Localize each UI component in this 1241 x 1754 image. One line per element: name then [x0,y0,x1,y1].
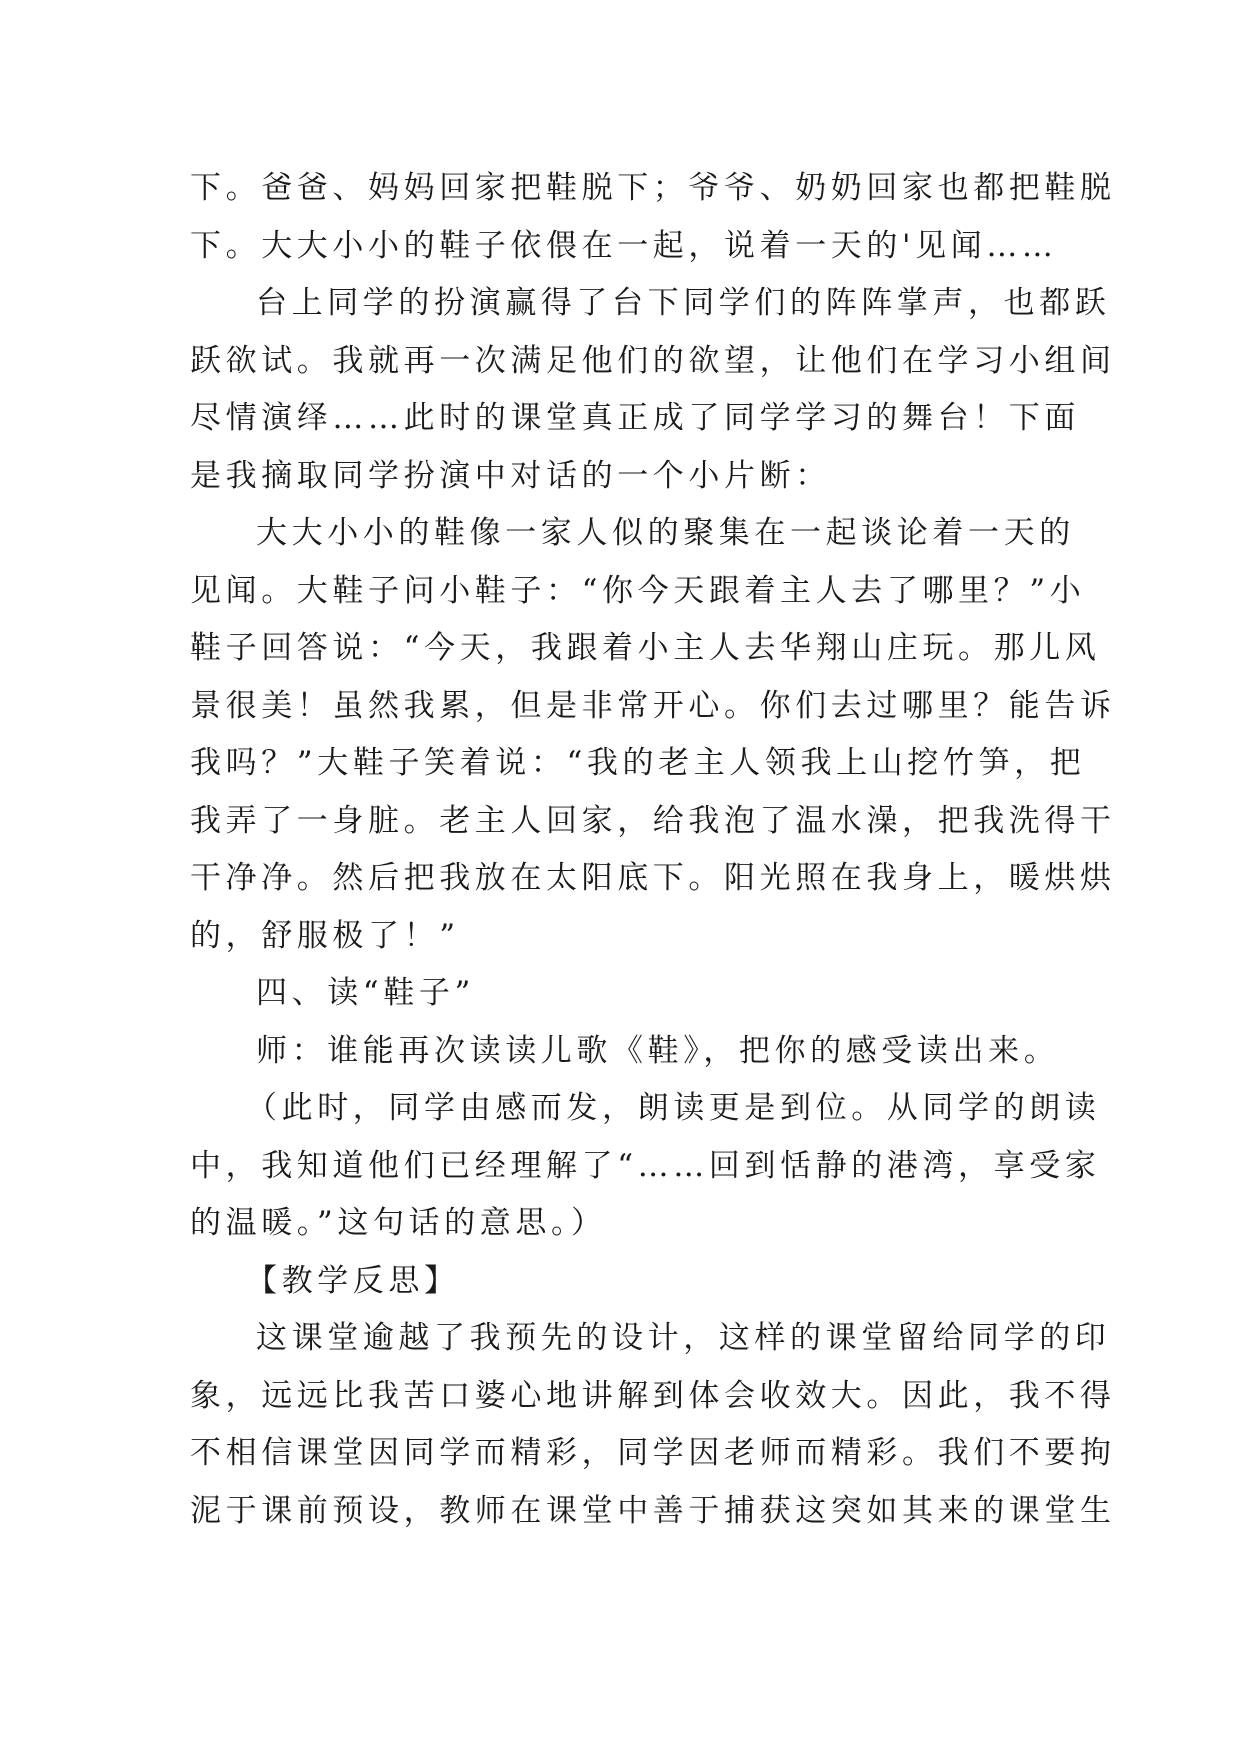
text-line: 我弄了一身脏。老主人回家，给我泡了温水澡，把我洗得干 [190,802,1116,839]
text-line: 中，我知道他们已经理解了“……回到恬静的港湾，享受家 [190,1147,1101,1184]
text-line: 我吗？”大鞋子笑着说：“我的老主人领我上山挖竹笋，把 [190,745,1086,781]
text-line: 象，远远比我苦口婆心地讲解到体会收效大。因此，我不得 [190,1377,1116,1414]
text-line: 见闻。大鞋子问小鞋子：“你今天跟着主人去了哪里？”小 [190,572,1086,609]
text-line: （此时，同学由感而发，朗读更是到位。从同学的朗读 [246,1090,1101,1126]
text-line: 的温暖。”这句话的意思。） [190,1205,607,1241]
text-line: 不相信课堂因同学而精彩，同学因老师而精彩。我们不要拘 [190,1435,1116,1471]
text-line: 是我摘取同学扮演中对话的一个小片断： [190,457,831,494]
text-line: 泥于课前预设，教师在课堂中善于捕获这突如其来的课堂生 [190,1492,1116,1529]
text-line: 大大小小的鞋像一家人似的聚集在一起谈论着一天的 [256,515,1075,551]
text-line: 景很美！虽然我累，但是非常开心。你们去过哪里？能告诉 [190,687,1116,724]
text-line: 这课堂逾越了我预先的设计，这样的课堂留给同学的印 [256,1320,1111,1356]
text-line: 跃欲试。我就再一次满足他们的欲望，让他们在学习小组间 [190,342,1116,379]
text-line: 尽情演绎……此时的课堂真正成了同学学习的舞台！下面 [190,400,1080,436]
text-line: 师：谁能再次读读儿歌《鞋》，把你的感受读出来。 [256,1032,1060,1069]
text-line: 台上同学的扮演赢得了台下同学们的阵阵掌声，也都跃 [256,285,1111,321]
text-line: 的，舒服极了！” [190,917,460,954]
text-line: 下。爸爸、妈妈回家把鞋脱下；爷爷、奶奶回家也都把鞋脱 [190,170,1116,206]
text-line: 干净净。然后把我放在太阳底下。阳光照在我身上，暖烘烘 [190,860,1116,896]
section-heading: 【教学反思】 [246,1262,460,1299]
text-line: 下。大大小小的鞋子依偎在一起，说着一天的'见闻…… [190,227,1058,264]
body-text [190,160,1116,1540]
text-line: 鞋子回答说：“今天，我跟着小主人去华翔山庄玩。那儿风 [190,630,1101,666]
section-heading: 四、读“鞋子” [256,975,475,1011]
